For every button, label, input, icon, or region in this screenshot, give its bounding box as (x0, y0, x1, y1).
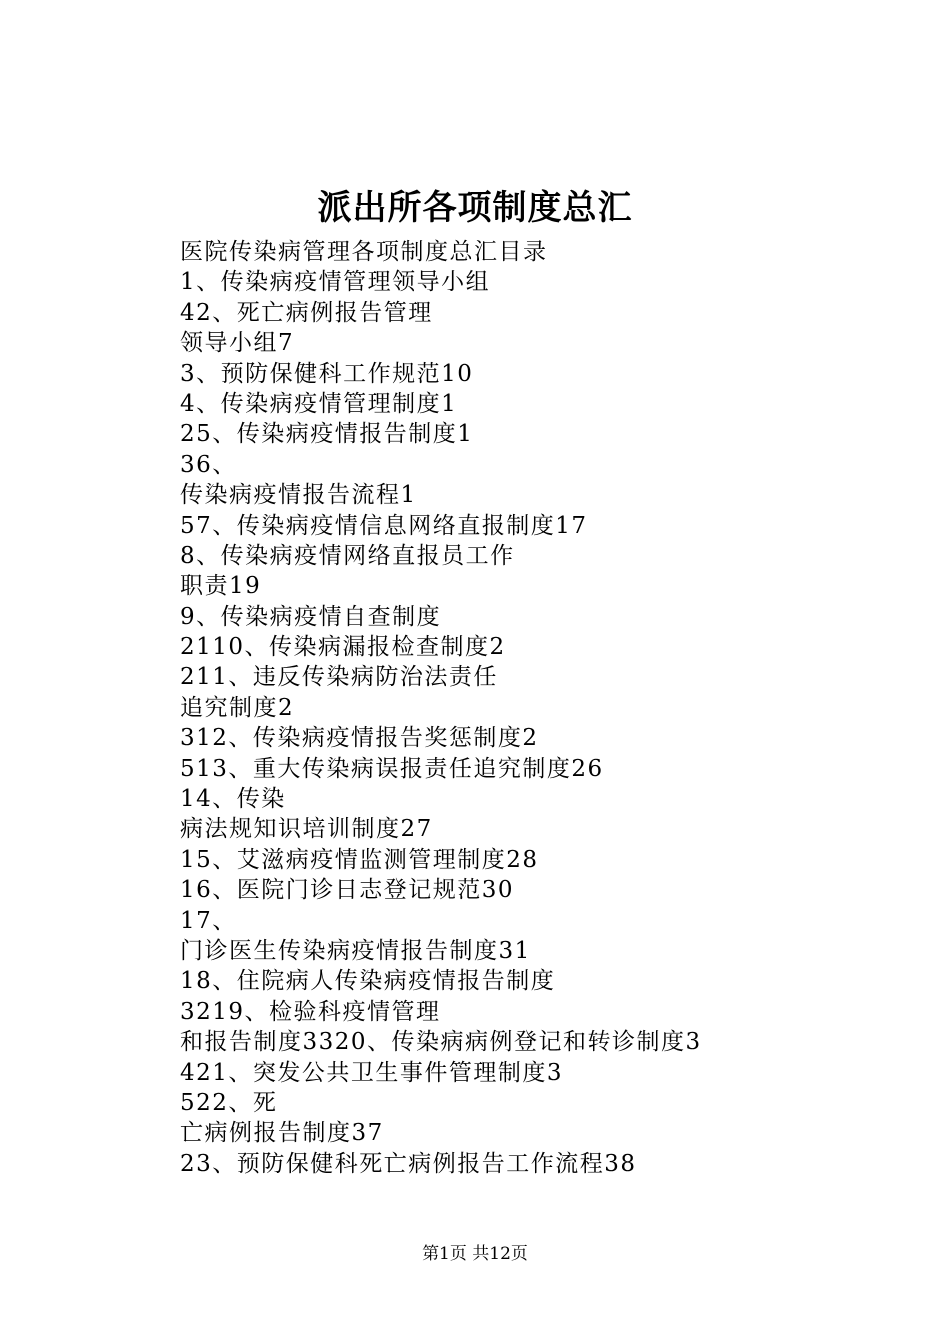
table-of-contents (180, 237, 900, 1179)
toc-line: 职责19 (180, 573, 262, 600)
toc-line: 421、突发公共卫生事件管理制度3 (180, 1059, 564, 1086)
toc-line: 8、传染病疫情网络直报员工作 (180, 542, 515, 569)
toc-line: 42、死亡病例报告管理 (180, 299, 433, 326)
toc-line: 2110、传染病漏报检查制度2 (180, 634, 506, 661)
toc-line: 3、预防保健科工作规范10 (180, 360, 474, 387)
document-title: 派出所各项制度总汇 (317, 188, 633, 228)
toc-line: 513、重大传染病误报责任追究制度26 (180, 755, 604, 782)
toc-line: 医院传染病管理各项制度总汇目录 (180, 239, 548, 265)
toc-line: 36、 (180, 451, 237, 478)
toc-line: 312、传染病疫情报告奖惩制度2 (180, 725, 539, 752)
toc-line: 15、艾滋病疫情监测管理制度28 (180, 846, 539, 873)
toc-line: 门诊医生传染病疫情报告制度31 (180, 937, 531, 964)
toc-line: 传染病疫情报告流程1 (180, 482, 417, 509)
toc-line: 9、传染病疫情自查制度 (180, 603, 442, 630)
page-footer: 第1页 共12页 (422, 1244, 528, 1264)
toc-line: 57、传染病疫情信息网络直报制度17 (180, 512, 588, 539)
toc-line: 16、医院门诊日志登记规范30 (180, 877, 515, 904)
toc-line: 1、传染病疫情管理领导小组 (180, 269, 491, 296)
toc-line: 3219、检验科疫情管理 (180, 998, 441, 1025)
toc-line: 和报告制度3320、传染病病例登记和转诊制度3 (180, 1029, 702, 1056)
toc-line: 病法规知识培训制度27 (180, 816, 433, 843)
toc-line: 25、传染病疫情报告制度1 (180, 421, 474, 448)
toc-line: 211、违反传染病防治法责任 (180, 664, 498, 691)
toc-line: 亡病例报告制度37 (180, 1120, 384, 1147)
toc-line: 领导小组7 (180, 330, 295, 357)
toc-line: 17、 (180, 907, 237, 934)
toc-line: 18、住院病人传染病疫情报告制度 (180, 968, 556, 995)
toc-line: 追究制度2 (180, 694, 295, 721)
toc-line: 14、传染 (180, 786, 286, 813)
toc-line: 23、预防保健科死亡病例报告工作流程38 (180, 1150, 637, 1177)
toc-line: 4、传染病疫情管理制度1 (180, 390, 458, 417)
toc-line: 522、死 (180, 1089, 278, 1116)
